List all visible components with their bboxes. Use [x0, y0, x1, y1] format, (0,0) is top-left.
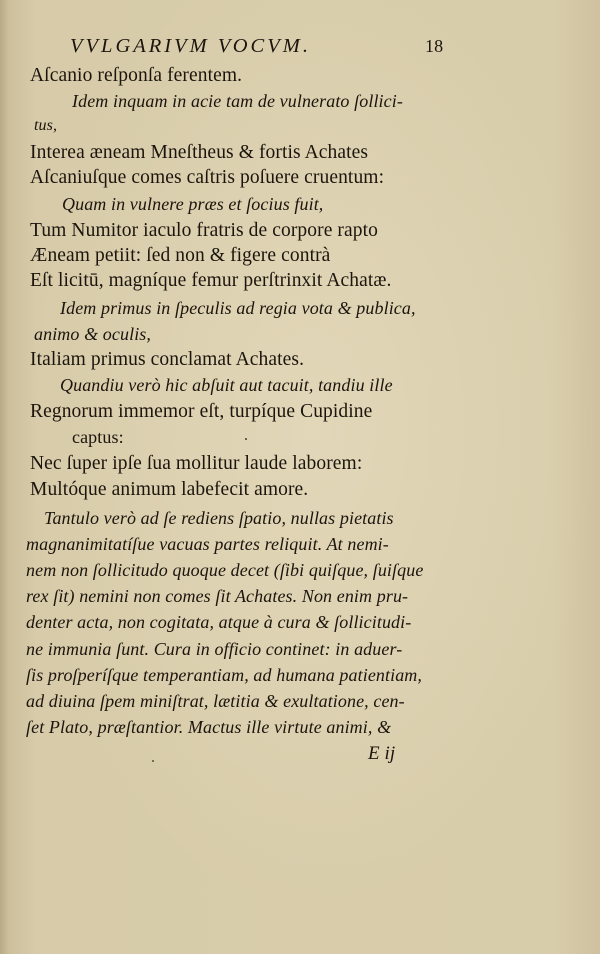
- text-line: Idem primus in ſpeculis ad regia vota & publica,: [60, 298, 416, 318]
- text-line: Aſcanio reſponſa ferentem.: [30, 65, 243, 86]
- text-line: ne immunia ſunt. Cura in officio continet: in aduer-: [26, 639, 403, 659]
- text-line: ſet Plato, præſtantior. Mactus ille virtute animi, &: [26, 717, 392, 737]
- text-line: captus:: [72, 427, 124, 447]
- text-line: animo & oculis,: [34, 324, 151, 344]
- text-line: Italiam primus conclamat Achates.: [30, 349, 305, 370]
- text-line: Multóque animum labefecit amore.: [30, 479, 309, 500]
- signature-mark: E ij: [368, 743, 396, 764]
- text-line: Quandiu verò hic abſuit aut tacuit, tandiu ille: [60, 375, 393, 395]
- text-line: Interea æneam Mneſtheus & fortis Achates: [30, 142, 369, 163]
- text-line: Regnorum immemor eſt, turpíque Cupidine: [30, 401, 373, 422]
- text-line: Quam in vulnere præs et ſocius fuit,: [62, 194, 324, 214]
- text-line: magnanimitatíſue vacuas partes reliquit. At nemi-: [26, 534, 389, 554]
- text-line: Aſcaniuſque comes caſtris poſuere cruentum:: [30, 167, 385, 188]
- text-line: rex ſit) nemini non comes ſit Achates. Non enim pru-: [26, 586, 409, 606]
- text-line: Tum Numitor iaculo fratris de corpore rapto: [30, 220, 378, 241]
- ink-speck: [245, 438, 247, 440]
- ink-speck: [152, 760, 154, 762]
- text-line: ad diuina ſpem miniſtrat, lætitia & exultatione, cen-: [26, 691, 405, 711]
- page-number: 18: [425, 36, 444, 56]
- text-line: nem non ſollicitudo quoque decet (ſibi quiſque, ſuiſque: [26, 560, 424, 580]
- text-line: Æneam petiit: ſed non & figere contrà: [30, 245, 331, 266]
- text-line: Eſt licitū, magníque femur perſtrinxit Achatæ.: [30, 270, 392, 291]
- running-title: VVLGARIVM VOCVM.: [70, 35, 311, 57]
- text-line: Idem inquam in acie tam de vulnerato ſollici-: [72, 91, 403, 111]
- text-line: Tantulo verò ad ſe rediens ſpatio, nullas pietatis: [44, 508, 394, 528]
- text-line: denter acta, non cogitata, atque à cura & ſollicitudi-: [26, 612, 412, 632]
- text-line: tus,: [34, 117, 58, 134]
- text-line: Nec ſuper ipſe ſua mollitur laude laborem:: [30, 453, 363, 474]
- text-line: ſis proſperíſque temperantiam, ad humana patientiam,: [26, 665, 423, 685]
